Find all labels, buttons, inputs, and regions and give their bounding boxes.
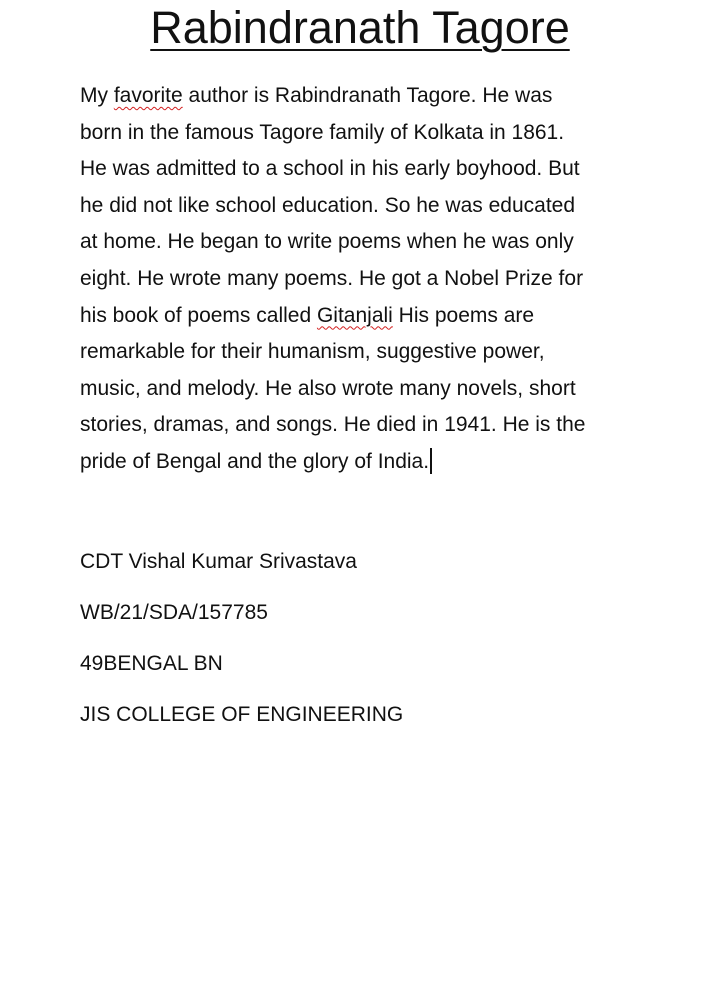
paragraph-line: stories, dramas, and songs. He died in 1941. He is the (80, 413, 586, 437)
text-segment: pride of Bengal and the glory of India. (80, 449, 430, 473)
signature-name: CDT Vishal Kumar Srivastava (80, 550, 357, 573)
text-segment: My (80, 84, 114, 107)
paragraph-line: eight. He wrote many poems. He got a Nobel Prize for (80, 266, 584, 290)
paragraph-line: at home. He began to write poems when he was only (80, 230, 574, 254)
paragraph-line (80, 78, 640, 115)
paragraph-line: remarkable for their humanism, suggestive power, (80, 340, 545, 364)
paragraph-line: music, and melody. He also wrote many novels, short (80, 376, 576, 400)
essay-paragraph (80, 78, 640, 481)
text-segment: his book of poems called (80, 303, 317, 327)
text-cursor[interactable] (430, 448, 432, 474)
paragraph-line: born in the famous Tagore family of Kolkata in 1861. (80, 120, 565, 144)
paragraph-line (80, 444, 640, 481)
signature-unit: 49BENGAL BN (80, 652, 223, 675)
signature-registration-number: WB/21/SDA/157785 (80, 601, 268, 624)
paragraph-line: He was admitted to a school in his early boyhood. But (80, 157, 580, 181)
text-segment: author is Rabindranath Tagore. He was (182, 84, 553, 107)
text-segment: His poems are (392, 303, 535, 327)
paragraph-line (80, 298, 640, 335)
spellcheck-flagged-word: favorite (113, 84, 183, 107)
spellcheck-flagged-word: Gitanjali (316, 303, 393, 327)
page-title: Rabindranath Tagore (150, 2, 570, 53)
signature-college: JIS COLLEGE OF ENGINEERING (80, 703, 404, 726)
paragraph-line: he did not like school education. So he was educated (80, 193, 576, 217)
